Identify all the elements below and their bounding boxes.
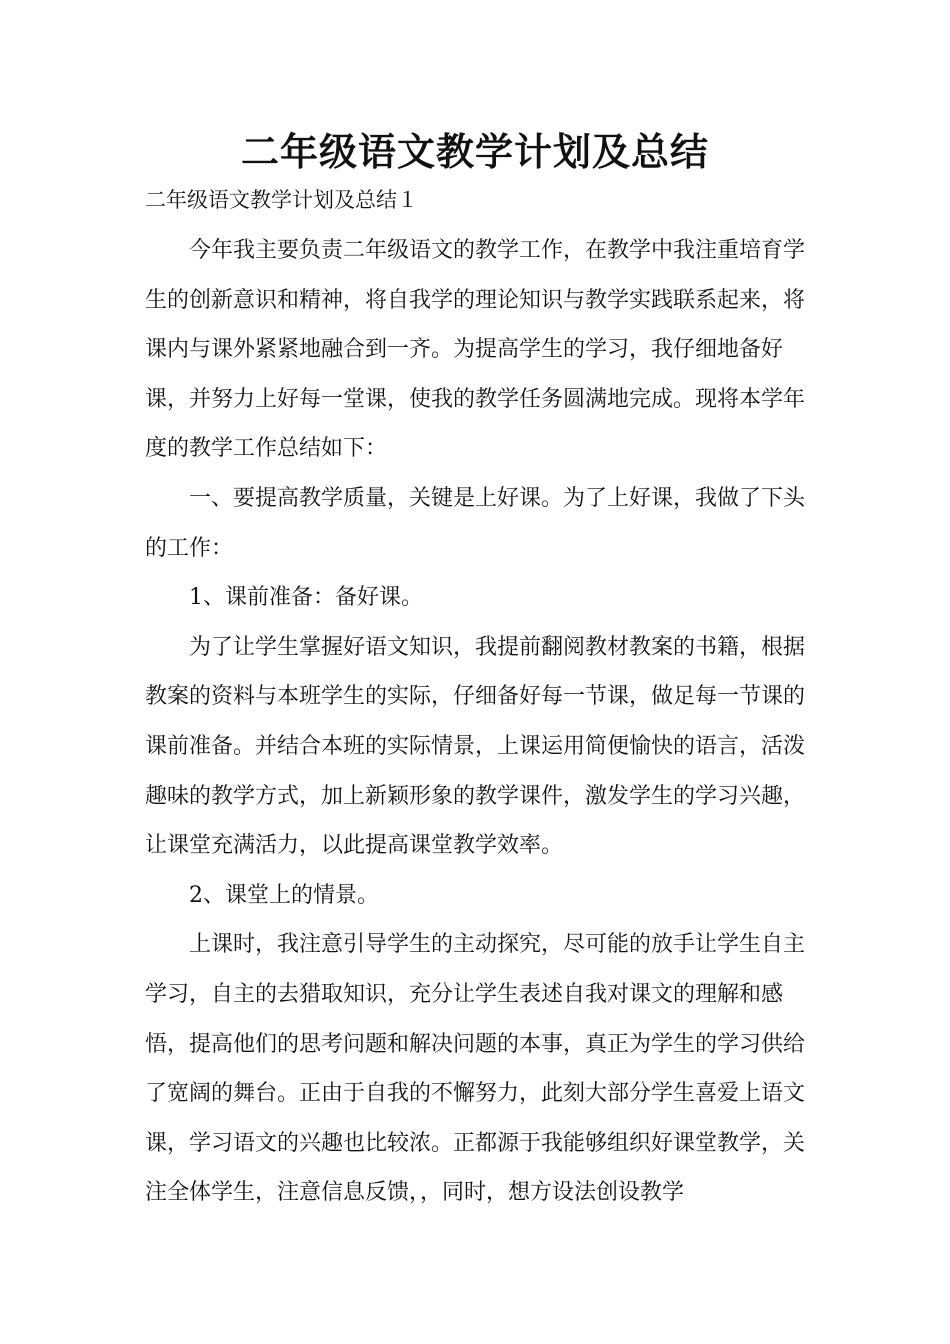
document-subtitle: 二年级语文教学计划及总结１ <box>145 188 418 212</box>
paragraph-item-1-body: 为了让学生掌握好语文知识，我提前翻阅教材教案的书籍，根据教案的资料与本班学生的实际，仔细备好每一节课，做足每一节课的课前准备。并结合本班的实际情景，上课运用简便愉快的语言，活泼趣味的教学方式，加上新颖形象的教学课件，激发学生的学习兴趣，让课堂充满活力，以此提高课堂教学效率。 <box>145 634 806 859</box>
paragraph-intro: 今年我主要负责二年级语文的教学工作，在教学中我注重培育学生的创新意识和精神，将自我学的理论知识与教学实践联系起来，将课内与课外紧紧地融合到一齐。为提高学生的学习，我仔细地备好课，并努力上好每一堂课，使我的教学任务圆满地完成。现将本学年度的教学工作总结如下： <box>145 238 806 462</box>
paragraph-section-1: 一、要提高教学质量，关键是上好课。为了上好课，我做了下头的工作： <box>145 485 806 561</box>
paragraph-item-2-body: 上课时，我注意引导学生的主动探究，尽可能的放手让学生自主学习，自主的去猎取知识，充分让学生表述自我对课文的理解和感悟，提高他们的思考问题和解决问题的本事，真正为学生的学习供给了宽阔的舞台。正由于自我的不懈努力，此刻大部分学生喜爱上语文课，学习语文的兴趣也比较浓。正都源于我能够组织好课堂教学，关注全体学生，注意信息反馈，，同时，想方设法创设教学 <box>145 932 806 1206</box>
document-title: 二年级语文教学计划及总结 <box>240 130 709 174</box>
document-body <box>145 226 825 1218</box>
paragraph-item-1-heading: 1、课前准备：备好课。 <box>189 585 423 611</box>
paragraph-item-2-heading: 2、课堂上的情景。 <box>189 882 379 908</box>
